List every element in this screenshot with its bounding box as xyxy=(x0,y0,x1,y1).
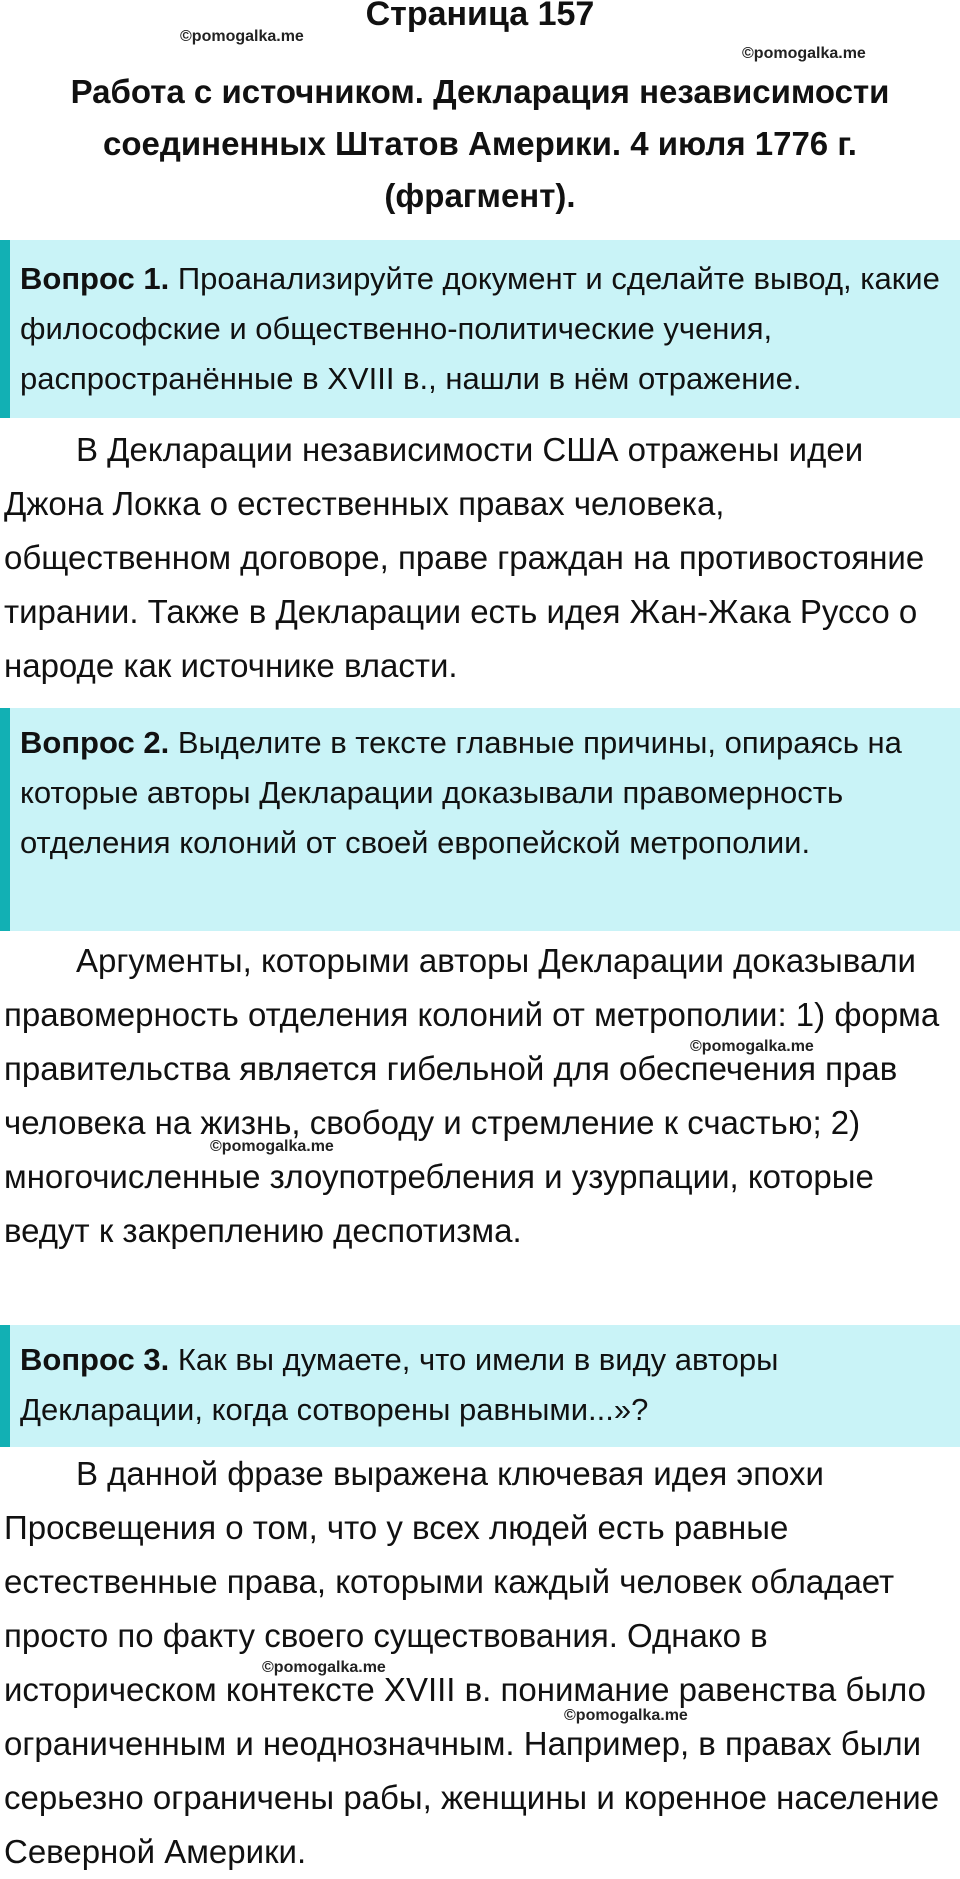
answer-paragraph-3: В данной фразе выражена ключевая идея эпохи Просвещения о том, что у всех людей есть равные естественные права, которыми каждый человек обладает просто по факту своего существования. Однако в историческом контексте XVIII в. понимание равенства было ограниченным и неоднозначным. Например, в правах были серьезно ограничены рабы, женщины и коренное население Северной Америки. xyxy=(4,1455,940,1870)
question-label: Вопрос 2. xyxy=(20,725,170,760)
watermark: ©pomogalka.me xyxy=(564,1707,688,1724)
document-title: Работа с источником. Декларация независимости соединенных Штатов Америки. 4 июля 1776 г. (фрагмент). xyxy=(70,73,890,214)
question-label: Вопрос 3. xyxy=(20,1342,170,1377)
question-label: Вопрос 1. xyxy=(20,261,170,296)
watermark: ©pomogalka.me xyxy=(210,1138,334,1155)
question-block-1 xyxy=(0,240,960,418)
question-text: Проанализируйте документ и сделайте вывод, какие философские и общественно-политические учения, распространённые в XVIII в., нашли в нём отражение. xyxy=(20,261,940,396)
watermark: ©pomogalka.me xyxy=(262,1659,386,1676)
question-text: Выделите в тексте главные причины, опираясь на которые авторы Декларации доказывали правомерность отделения колоний от своей европейской метрополии. xyxy=(20,725,902,860)
question-block-3 xyxy=(0,1325,960,1447)
question-block-2 xyxy=(0,708,960,931)
answer-paragraph-2: Аргументы, которыми авторы Декларации доказывали правомерность отделения колоний от метрополии: 1) форма правительства является гибельной для обеспечения прав человека на жизнь, свободу и стремление к счастью; 2) многочисленные злоупотребления и узурпации, которые ведут к закреплению деспотизма. xyxy=(4,942,940,1249)
watermark: ©pomogalka.me xyxy=(742,45,866,62)
answer-paragraph-1: В Декларации независимости США отражены идеи Джона Локка о естественных правах человека, общественном договоре, праве граждан на противостояние тирании. Также в Декларации есть идея Жан-Жака Руссо о народе как источнике власти. xyxy=(4,431,925,684)
watermark: ©pomogalka.me xyxy=(690,1038,814,1055)
watermark: ©pomogalka.me xyxy=(180,28,304,45)
page-number-heading: Страница 157 xyxy=(365,0,595,33)
question-text: Как вы думаете, что имели в виду авторы Декларации, когда сотворены равными...»? xyxy=(20,1342,779,1427)
